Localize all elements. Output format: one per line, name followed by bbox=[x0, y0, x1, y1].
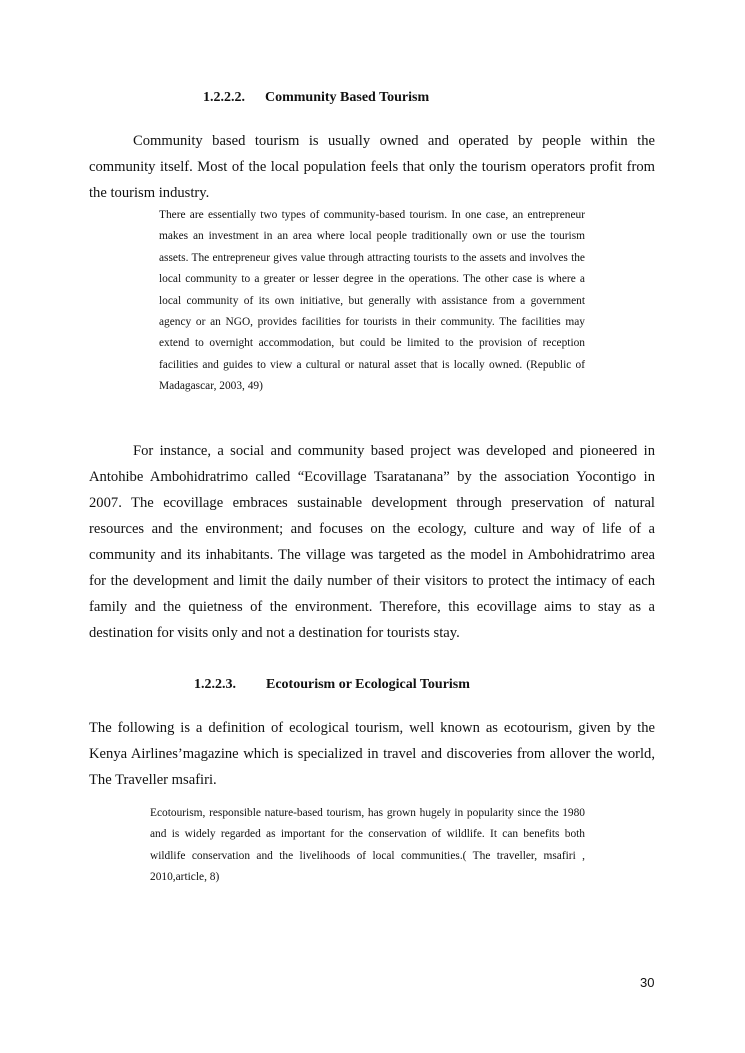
block-quote-ecotourism: Ecotourism, responsible nature-based tourism, has grown hugely in popularity since the 1980 and is widely regarded as important for the conservation of wildlife. It can benefits both wildlife conservation and the livelihoods of local communities.( The traveller, msafiri , 2010,article, 8) bbox=[150, 807, 585, 884]
page-number: 30 bbox=[640, 975, 655, 990]
block-quote-community-tourism: There are essentially two types of community-based tourism. In one case, an entrepreneur makes an investment in an area where local people traditionally own or use the tourism assets. The entrepreneur gives value through attracting tourists to the assets and involves the local community to a greater or lesser degree in the operations. The other case is where a local community of its own initiative, but generally with assistance from a government agency or an NGO, provides facilities for tourists in their community. The facilities may extend to overnight accommodation, but could be limited to the provision of reception facilities and guides to view a cultural or natural asset that is locally owned. (Republic of Madagascar, 2003, 49) bbox=[159, 209, 585, 393]
section-title: Ecotourism or Ecological Tourism bbox=[266, 677, 470, 692]
section-title: Community Based Tourism bbox=[265, 90, 430, 105]
paragraph-community-tourism bbox=[89, 128, 655, 206]
section-heading-community-based-tourism bbox=[203, 89, 429, 107]
section-heading-ecotourism bbox=[194, 676, 470, 694]
section-number: 1.2.2.3. bbox=[194, 677, 236, 692]
paragraph-text: Community based tourism is usually owned and operated by people within the community itself. Most of the local population feels that only the tourism operators profit from the tourism industry. bbox=[89, 133, 655, 201]
paragraph-ecovillage bbox=[89, 438, 655, 646]
paragraph-ecotourism-definition: The following is a definition of ecological tourism, well known as ecotourism, given by the Kenya Airlines’magazine which is specialized in travel and discoveries from allover the world, The Traveller msafiri. bbox=[89, 720, 655, 788]
paragraph-text: For instance, a social and community based project was developed and pioneered in Antohibe Ambohidratrimo called “Ecovillage Tsaratanana” by the association Yocontigo in 2007. The ecovillage embraces sustainable development through preservation of natural resources and the environment; and focuses on the ecology, culture and way of life of a community and its inhabitants. The village was targeted as the model in Ambohidratrimo area for the development and limit the daily number of their visitors to protect the intimacy of each family and the quietness of the environment. Therefore, this ecovillage aims to stay as a destination for visits only and not a destination for tourists stay. bbox=[89, 443, 655, 641]
section-number: 1.2.2.2. bbox=[203, 90, 245, 105]
